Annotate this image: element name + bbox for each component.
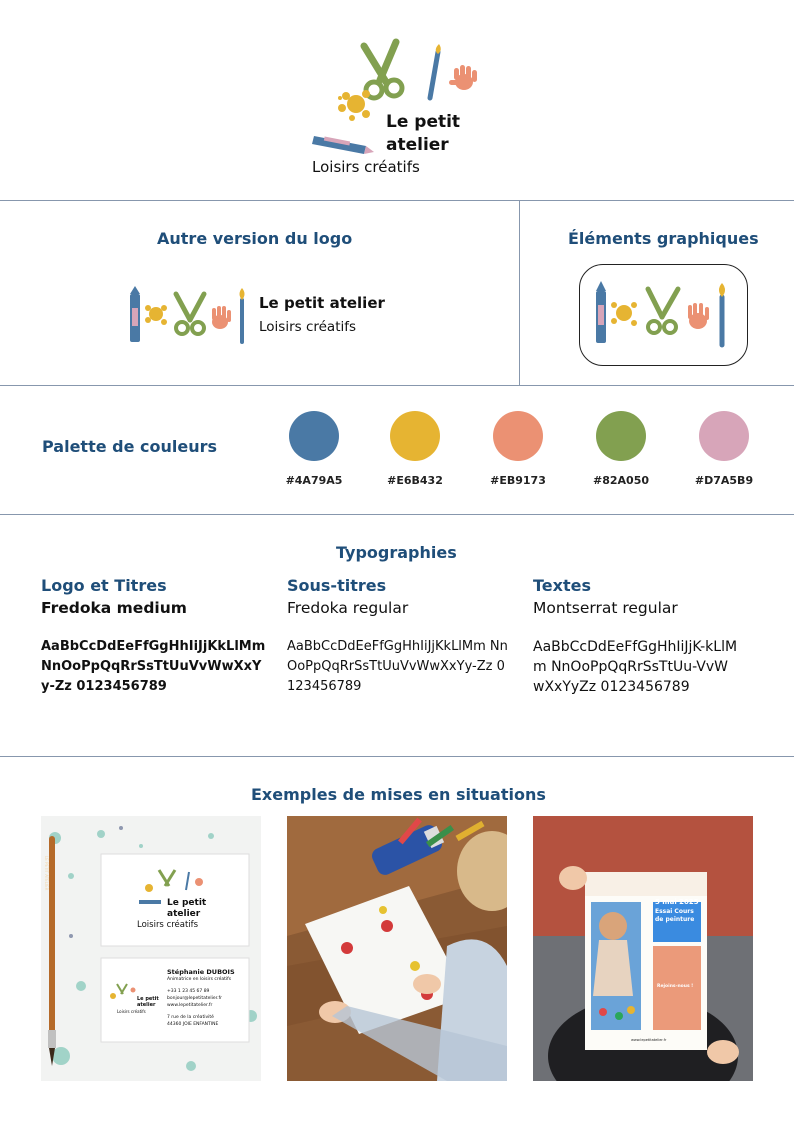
swatch-label-green: #82A050: [593, 474, 649, 487]
paintbrush-icon: [430, 44, 441, 98]
poster-mockup: [533, 816, 753, 1081]
worksheet-photo: [287, 816, 507, 1081]
graphic-elements-title: Éléments graphiques: [568, 229, 759, 248]
swatch-blue: [289, 411, 339, 461]
typo-font-name: Fredoka medium: [41, 599, 187, 617]
hand-icon: [212, 306, 231, 329]
paintbrush-icon: [240, 288, 245, 342]
divider: [0, 385, 794, 386]
swatch-label-blue: #4A79A5: [285, 474, 343, 487]
crayon-icon: [130, 286, 140, 342]
swatch-pink: [699, 411, 749, 461]
card-address-2: 44360 JOIE ENFANTINE: [167, 1022, 219, 1027]
crayon-icon: [596, 281, 606, 343]
paint-splash-icon: [611, 302, 637, 326]
logo-subtitle: Loisirs créatifs: [312, 158, 420, 176]
alt-logo-name: Le petit atelier: [259, 294, 385, 312]
card-role: Animatrice en loisirs créatifs: [167, 977, 232, 982]
business-card-mockup: [41, 816, 261, 1081]
main-logo: [306, 38, 496, 183]
swatch-label-yellow: #E6B432: [387, 474, 443, 487]
vertical-divider: [519, 200, 520, 385]
crayon-icon: [312, 136, 374, 154]
paintbrush-icon: [719, 283, 725, 345]
swatch-yellow: [390, 411, 440, 461]
hand-icon: [449, 65, 477, 90]
card-phone: +33 1 23 45 67 89: [167, 989, 210, 994]
card-name: Stéphanie DUBOIS: [167, 968, 235, 976]
poster-url: www.lepetitatelier.fr: [631, 1038, 667, 1042]
card-address-1: 7 rue de la créativité: [167, 1015, 214, 1020]
card-back-logo-title: Le petit atelier: [137, 996, 159, 1008]
mockups-title: Exemples de mises en situations: [251, 785, 546, 804]
hand-icon: [688, 303, 709, 329]
worksheet-mockup: [287, 816, 507, 1081]
typo-font-name: Fredoka regular: [287, 599, 409, 617]
scissors-icon: [176, 294, 204, 334]
palette-title: Palette de couleurs: [42, 437, 218, 456]
typo-heading: Sous-titres: [287, 576, 387, 595]
graphic-elements-box: [579, 264, 748, 366]
card-website: www.lepetitatelier.fr: [167, 1003, 213, 1008]
divider: [0, 200, 794, 201]
brush-text: LE PETIT ATELIER: [44, 856, 49, 891]
typo-col-subtitles: [287, 576, 512, 697]
swatch-label-pink: #D7A5B9: [694, 474, 754, 487]
paint-splash-icon: [338, 90, 370, 121]
logo-title: Le petit atelier: [386, 112, 461, 155]
poster-event: Essai Cours de peinture: [655, 908, 695, 923]
swatch-green: [596, 411, 646, 461]
alt-logo-title: Autre version du logo: [157, 229, 353, 248]
graphic-elements-illustration: [592, 279, 737, 351]
scissors-icon: [648, 289, 678, 333]
typo-heading: Textes: [533, 576, 591, 595]
poster-date: 5 mai 2025: [655, 898, 699, 906]
card-front-title: Le petit atelier: [167, 898, 207, 919]
typo-col-titles: [41, 576, 266, 697]
business-card-photo: [41, 816, 261, 1081]
typo-font-name: Montserrat regular: [533, 599, 678, 617]
card-front-subtitle: Loisirs créatifs: [137, 920, 199, 930]
typo-sample: AaBbCcDdEeFfGgHhIiJjKkLlMm NnOoPpQqRrSsTtUuVvWwXxYy-Zz 0123456789: [41, 639, 266, 694]
paint-splash-icon: [145, 305, 167, 325]
alt-logo-illustration: [128, 284, 256, 348]
card-email: bonjour@lepetitatelier.fr: [167, 996, 222, 1001]
divider: [0, 756, 794, 757]
swatch-salmon: [493, 411, 543, 461]
alt-logo-subtitle: Loisirs créatifs: [259, 319, 357, 335]
divider: [0, 514, 794, 515]
typo-col-texts: [533, 576, 738, 697]
typo-heading: Logo et Titres: [41, 576, 167, 595]
typo-sample: AaBbCcDdEeFfGgHhIiJjK-kLlMm NnOoPpQqRrSsTtUu-VvWwXxYyZz 0123456789: [533, 639, 738, 695]
typography-title: Typographies: [336, 543, 457, 562]
swatch-label-salmon: #EB9173: [490, 474, 546, 487]
alt-logo: [128, 284, 398, 348]
card-back-logo-subtitle: Loisirs créatifs: [117, 1009, 146, 1014]
scissors-icon: [364, 42, 402, 98]
poster-cta: Rejoins-nous !: [657, 984, 694, 989]
typo-sample: AaBbCcDdEeFfGgHhIiJjKkLlMm NnOoPpQqRrSsTtUuVvWwXxYy-Zz 0123456789: [287, 639, 508, 694]
